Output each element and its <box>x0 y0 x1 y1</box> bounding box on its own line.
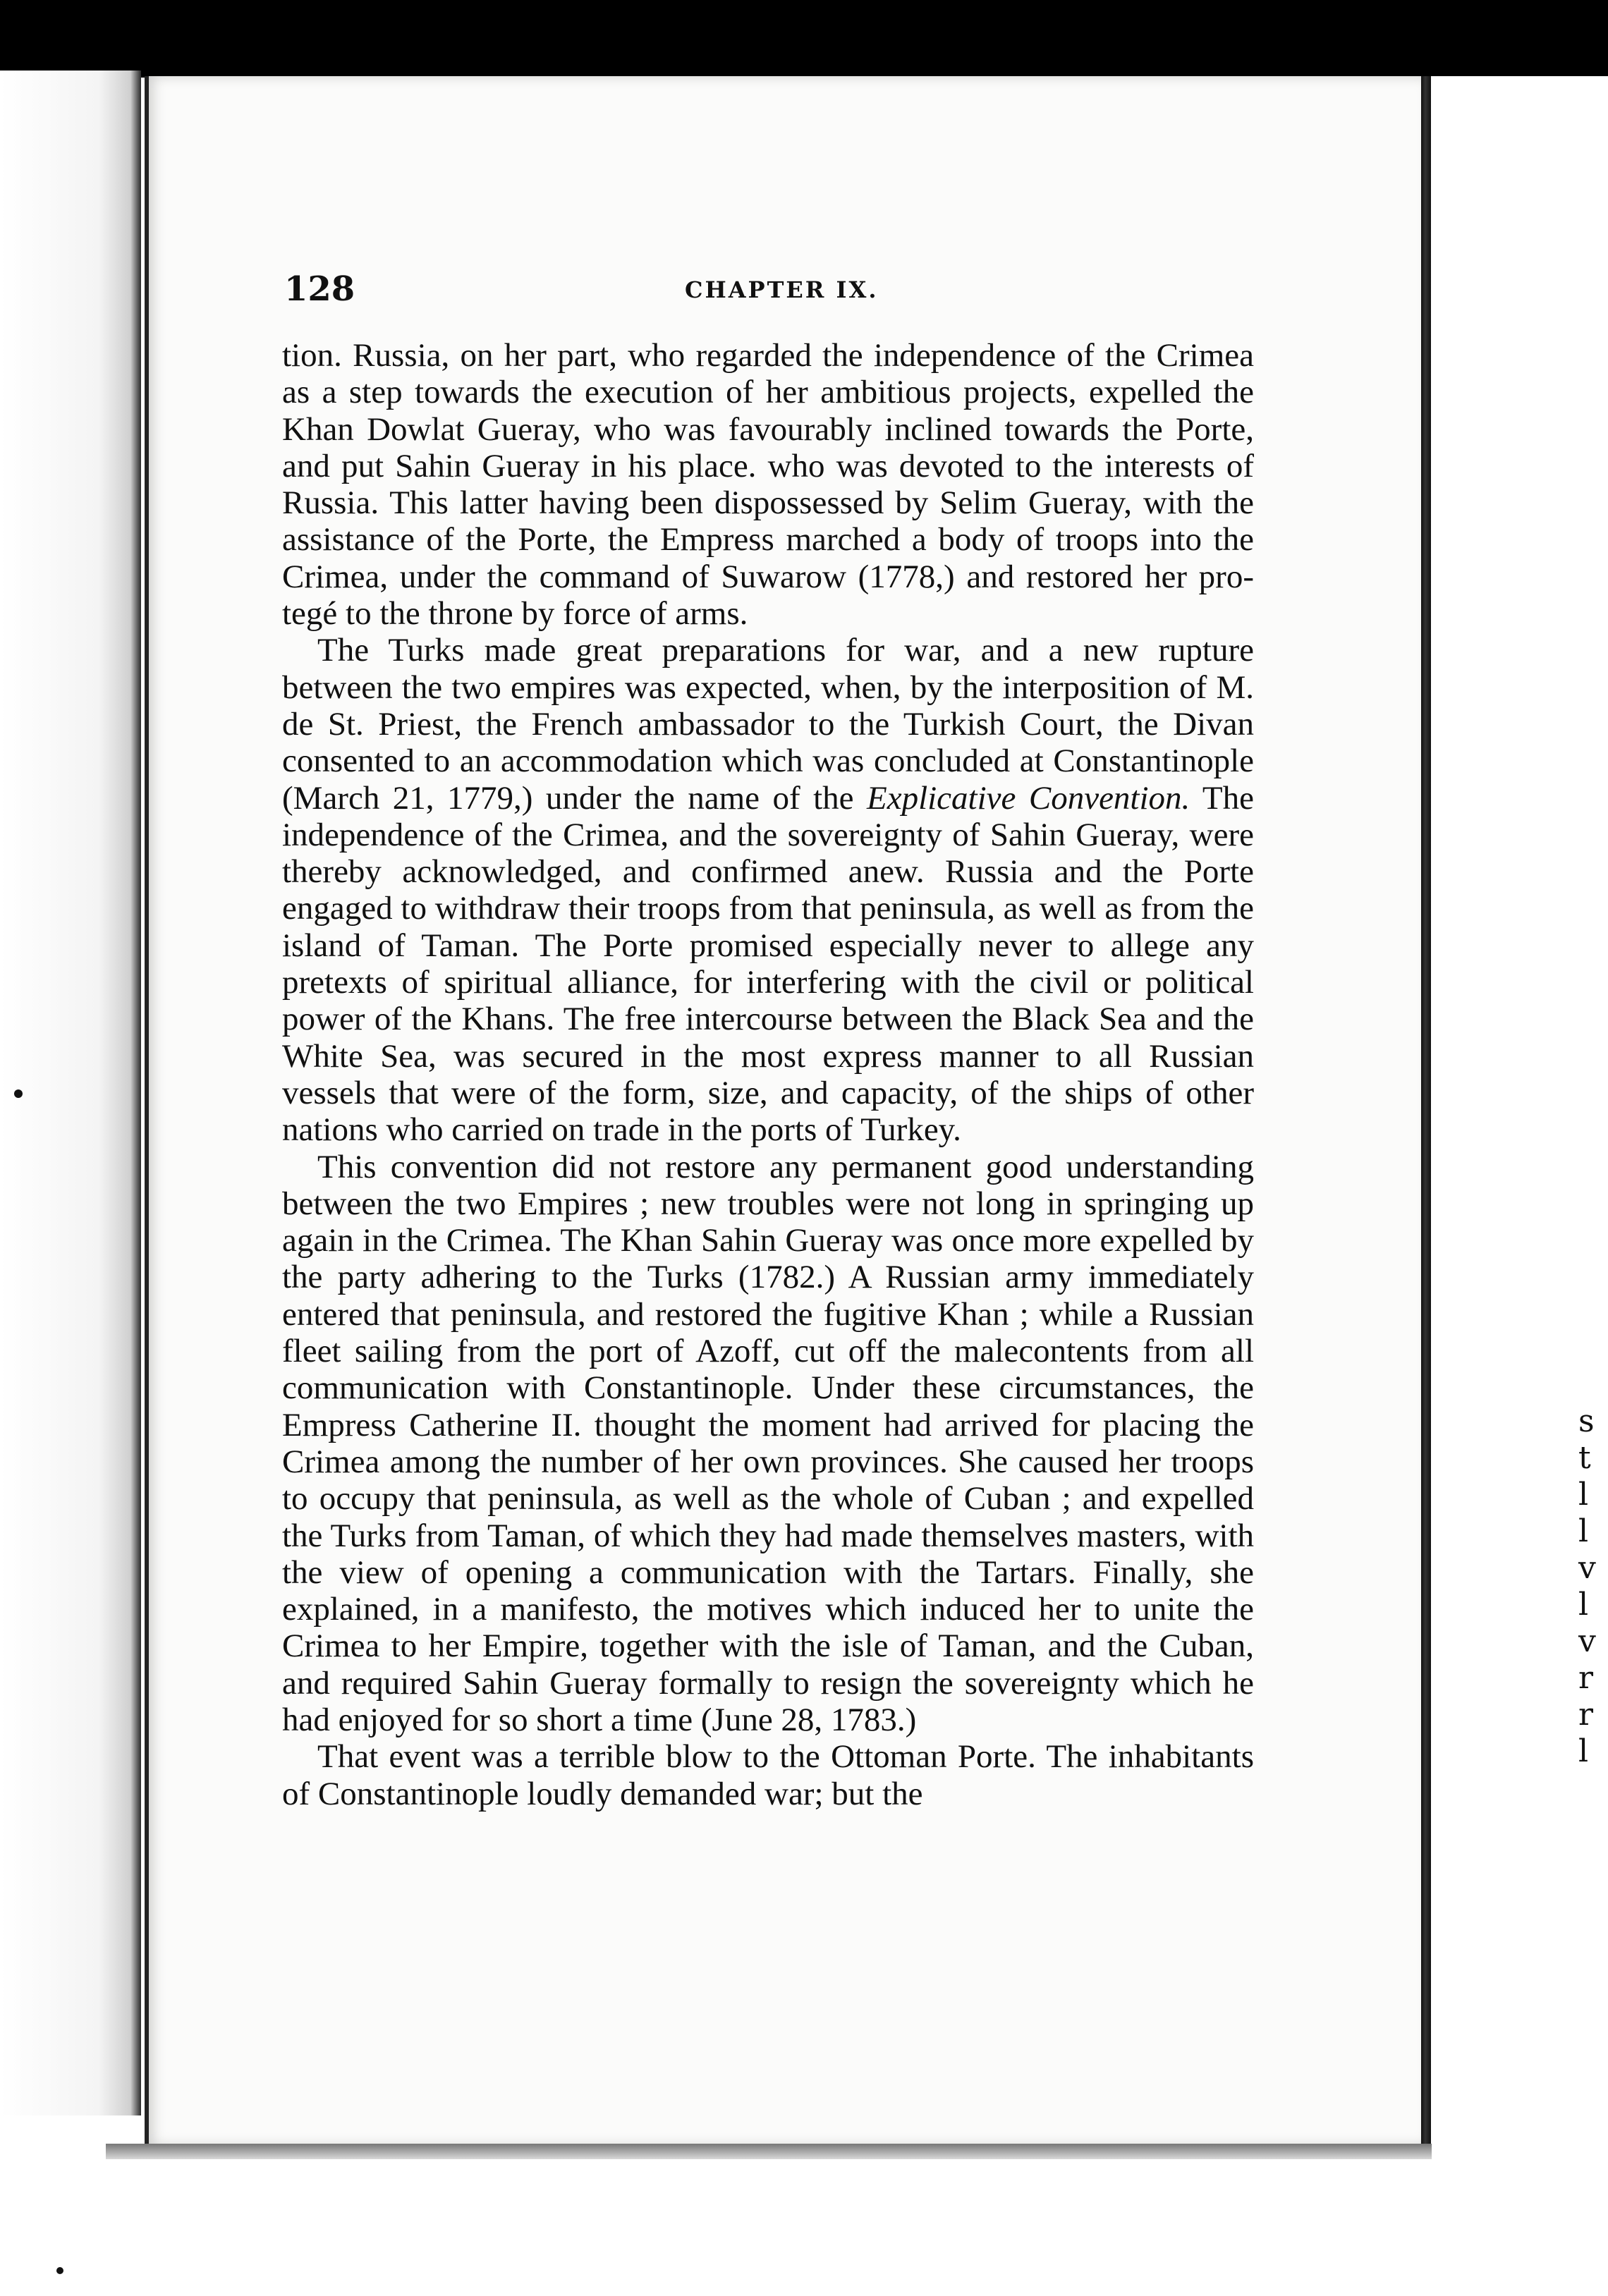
facing-glyph: l <box>1578 1477 1589 1513</box>
paragraph: This convention did not restore any permanent good understanding between the two Empires ; new troubles were not long in springing up again in the Crimea. The Khan Sahin Gueray was once more expelled by the party adhering to the Turks (1782.) A Russian army immediately entered that peninsula, and restored the fugitive Khan ; while a Russian fleet sailing from the port of Azoff, cut off the malecontents from all communication with Constantinople. Under these circumstances, the Empress Catherine II. thought the moment had arrived for placing the Crimea among the number of her own provinces. She caused her troops to occupy that peninsula, as well as the whole of Cuban ; and expelled the Turks from Taman, of which they had made themselves masters, with the view of opening a communication with the Tartars. Finally, she explained, in a manifesto, the motives which induced her to unite the Crimea to her Empire, together with the isle of Taman, and the Cuban, and required Sahin Gueray formally to resign the sovereignty which he had enjoyed for so short a time (June 28, 1783.) <box>282 1148 1254 1738</box>
paragraph: That event was a terrible blow to the Ottoman Porte. The inhabitants of Constantinople loudly demanded war; but the <box>282 1738 1254 1812</box>
text-run: The independence of the Crimea, and the sovereignty of Sahin Gueray, were thereby acknowledged, and confirmed anew. Russia and the Porte engaged to withdraw their troops from that peninsula, as well as from the island of Taman. The Porte promised especially never to allege any pretexts of spiritual alliance, for interfering with the civil or political power of the Khans. The free intercourse between the Black Sea and the White Sea, was secured in the most express manner to all Russian vessels that were of the form, size, and capacity, of the ships of other nations who carried on trade in the ports of Turkey. <box>282 779 1254 1149</box>
facing-page-edge <box>1431 76 1608 2146</box>
facing-glyph: l <box>1578 1513 1589 1549</box>
running-head: CHAPTER IX. <box>685 276 879 303</box>
scan-speck <box>56 2267 63 2274</box>
paragraph <box>282 632 1254 1148</box>
body-text <box>282 337 1254 1812</box>
facing-glyph: r <box>1578 1660 1594 1696</box>
book-gutter <box>1421 76 1431 2146</box>
facing-glyph: l <box>1578 1587 1589 1623</box>
facing-glyph: s <box>1578 1403 1595 1439</box>
page-number: 128 <box>284 269 355 309</box>
facing-glyph: v <box>1578 1550 1596 1586</box>
italic-phrase: Explicative Convention. <box>867 779 1190 817</box>
text-run: The Turks made great preparations for war, and a new rupture between the two empires was expected, when, by the interposition of M. de St. Priest, the French ambassador to the Turkish Court, the Divan consented to an accommodation which was concluded at Constantinople (March 21, 1779,) under the name of the <box>282 632 1254 817</box>
page-bottom-edge <box>106 2144 1432 2159</box>
facing-glyph: t <box>1578 1440 1591 1476</box>
page-header <box>284 269 1250 315</box>
paragraph: tion. Russia, on her part, who regarded the independence of the Crimea as a step towards the execution of her ambitious projects, expelled the Khan Dowlat Gueray, who was favourably inclined towards the Porte, and put Sahin Gueray in his place. who was devoted to the interests of Russia. This latter having been dispossessed by Selim Gueray, with the assistance of the Porte, the Empress marched a body of troops into the Crimea, under the command of Suwarow (1778,) and restored her protegé to the throne by force of arms. <box>282 337 1254 633</box>
scanner-border-top <box>0 0 1608 78</box>
facing-glyph: l <box>1578 1733 1589 1769</box>
facing-glyph: v <box>1578 1623 1596 1659</box>
facing-glyph: r <box>1578 1697 1594 1733</box>
scan-speck <box>14 1089 23 1098</box>
facing-page-glyphs <box>1578 1403 1607 1770</box>
